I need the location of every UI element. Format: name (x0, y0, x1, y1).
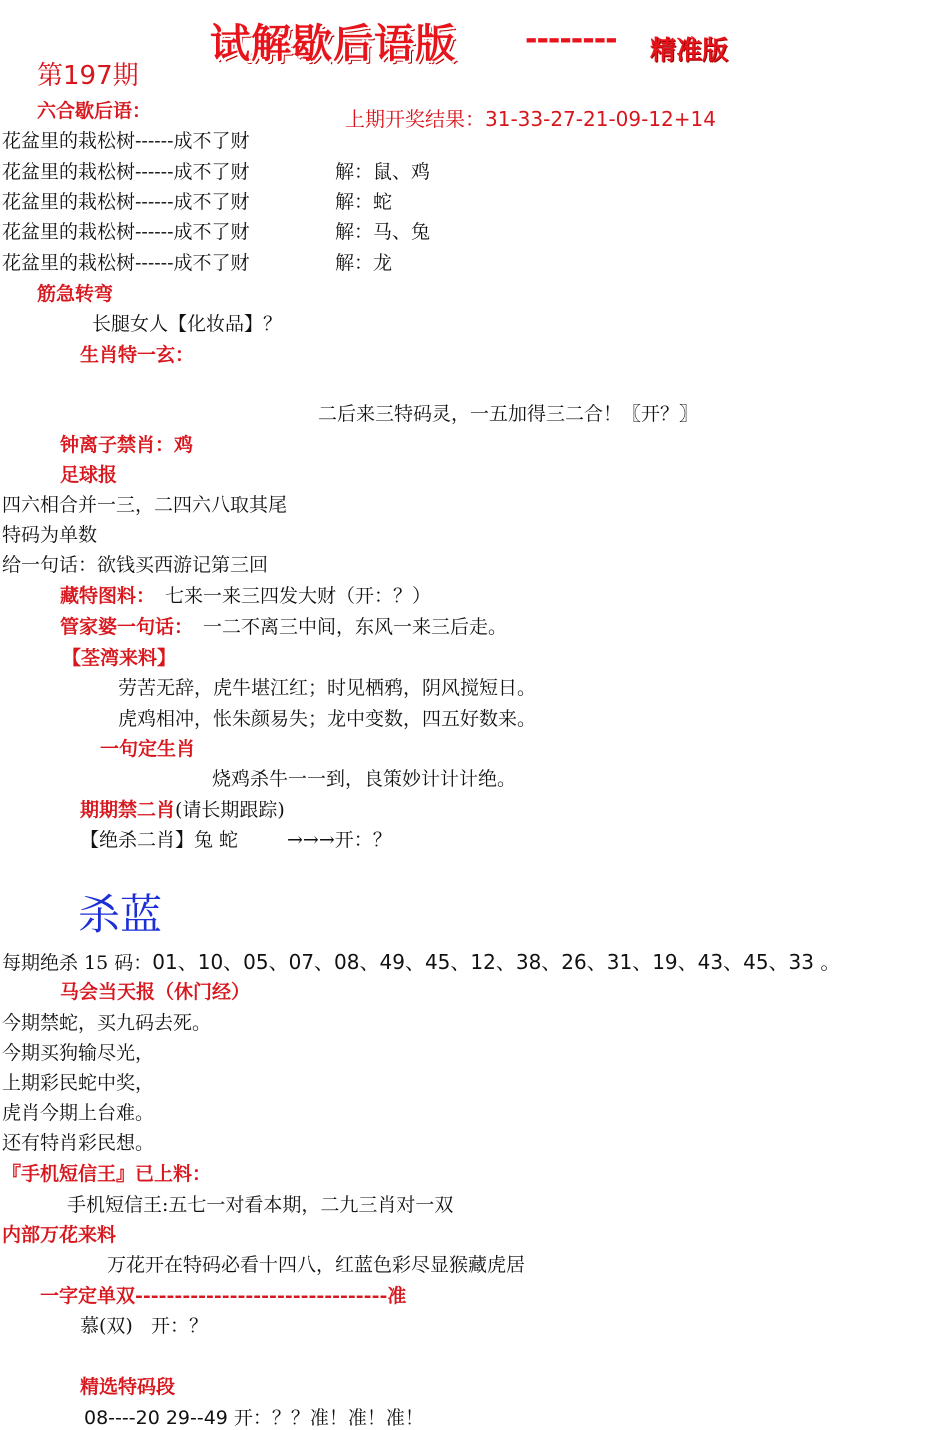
last-draw-result: 上期开奖结果：31-33-27-21-09-12+14 (345, 107, 716, 131)
liuhe-row-text: 花盆里的栽松树------成不了财 (2, 252, 250, 274)
horse-daily-line: 虎肖今期上台难。 (2, 1102, 155, 1124)
kill-blue-numbers: 01、10、05、07、08、49、45、12、38、26、31、19、43、45、33 。 (152, 950, 841, 974)
sms-king-heading: 『手机短信王』已上料： (2, 1163, 212, 1185)
liuhe-row-text: 花盆里的栽松树------成不了财 (2, 161, 250, 183)
page-title: 试解歇后语版 (210, 21, 456, 67)
brain-teaser-heading: 筋急转弯 (37, 283, 114, 305)
ban-two-note: (请长期跟踪) (175, 799, 285, 821)
ban-two-text: 【绝杀二肖】兔 蛇 (80, 829, 239, 851)
football-line: 给一句话：欲钱买西游记第三回 (2, 554, 269, 576)
issue-number: 第197期 (37, 61, 139, 91)
horse-daily-line: 还有特肖彩民想。 (2, 1132, 155, 1154)
horse-daily-heading: 马会当天报（休门经） (60, 981, 251, 1003)
ban-two-heading-row (80, 795, 285, 822)
title-dash: -------- (525, 22, 617, 57)
liuhe-row-answer: 解：鼠、鸡 (335, 161, 431, 183)
quanwan-line: 劳苦无辞，虎牛堪江红；时见栖鸦，阴风搅短日。 (118, 677, 537, 699)
one-sentence-text: 烧鸡杀牛一一到，良策妙计计计绝。 (212, 768, 517, 790)
zhongli-label: 钟离子禁肖：鸡 (60, 434, 194, 456)
odd-even-text: 慕(双) 开：？ (80, 1315, 208, 1337)
liuhe-row-answer: 解：蛇 (335, 191, 393, 213)
quanwan-heading: 【荃湾来料】 (62, 647, 177, 669)
liuhe-first-line: 花盆里的栽松树------成不了财 (2, 130, 250, 152)
kill-blue-heading: 杀蓝 (78, 890, 163, 939)
football-heading: 足球报 (60, 464, 118, 486)
liuhe-row-text: 花盆里的栽松树------成不了财 (2, 221, 250, 243)
zodiac-xuan-heading: 生肖特一玄： (80, 344, 195, 366)
football-line: 四六相合并一三，二四六八取其尾 (2, 494, 288, 516)
wanhua-heading: 内部万花来料 (2, 1224, 117, 1246)
kill-blue-row (2, 946, 840, 975)
kill-blue-prefix: 每期绝杀 15 码： (2, 952, 153, 974)
wanhua-text: 万花开在特码必看十四八，红蓝色彩尽显猴藏虎居 (107, 1254, 526, 1276)
selected-range-text: 08----20 29--49 开：？？准！准！准！ (84, 1407, 424, 1429)
selected-range-heading: 精选特码段 (80, 1376, 176, 1398)
horse-daily-line: 今期禁蛇，买九码去死。 (2, 1012, 212, 1034)
liuhe-row-text: 花盆里的栽松树------成不了财 (2, 191, 250, 213)
odd-even-heading: 一字定单双--------------------------------准 (40, 1285, 407, 1307)
zodiac-xuan-text: 二后来三特码灵，一五加得三二合！〖开？〗 (318, 403, 699, 425)
liuhe-row-answer: 解：马、兔 (335, 221, 431, 243)
hidden-pic-heading: 藏特图料： (60, 585, 156, 607)
hidden-pic-text: 七来一来三四发大财（开：？） (165, 585, 432, 607)
liuhe-row-answer: 解：龙 (335, 252, 393, 274)
housekeeper-text: 一二不离三中间，东风一来三后走。 (203, 616, 508, 638)
ban-two-arrows: →→→开：？ (287, 829, 392, 851)
title-subtitle: 精准版 (650, 36, 729, 66)
brain-teaser-question: 长腿女人【化妆品】？ (92, 313, 283, 335)
horse-daily-line: 今期买狗输尽光， (2, 1042, 155, 1064)
quanwan-line: 虎鸡相冲，怅朱颜易失；龙中变数，四五好数来。 (118, 708, 537, 730)
ban-two-heading: 期期禁二肖 (80, 799, 176, 821)
housekeeper-heading: 管家婆一句话： (60, 616, 194, 638)
one-sentence-heading: 一句定生肖 (100, 738, 196, 760)
sms-king-text: 手机短信王:五七一对看本期，二九三肖对一双 (67, 1194, 454, 1216)
football-line: 特码为单数 (2, 524, 98, 546)
liuhe-heading: 六合歇后语： (37, 100, 152, 122)
horse-daily-line: 上期彩民蛇中奖， (2, 1072, 155, 1094)
